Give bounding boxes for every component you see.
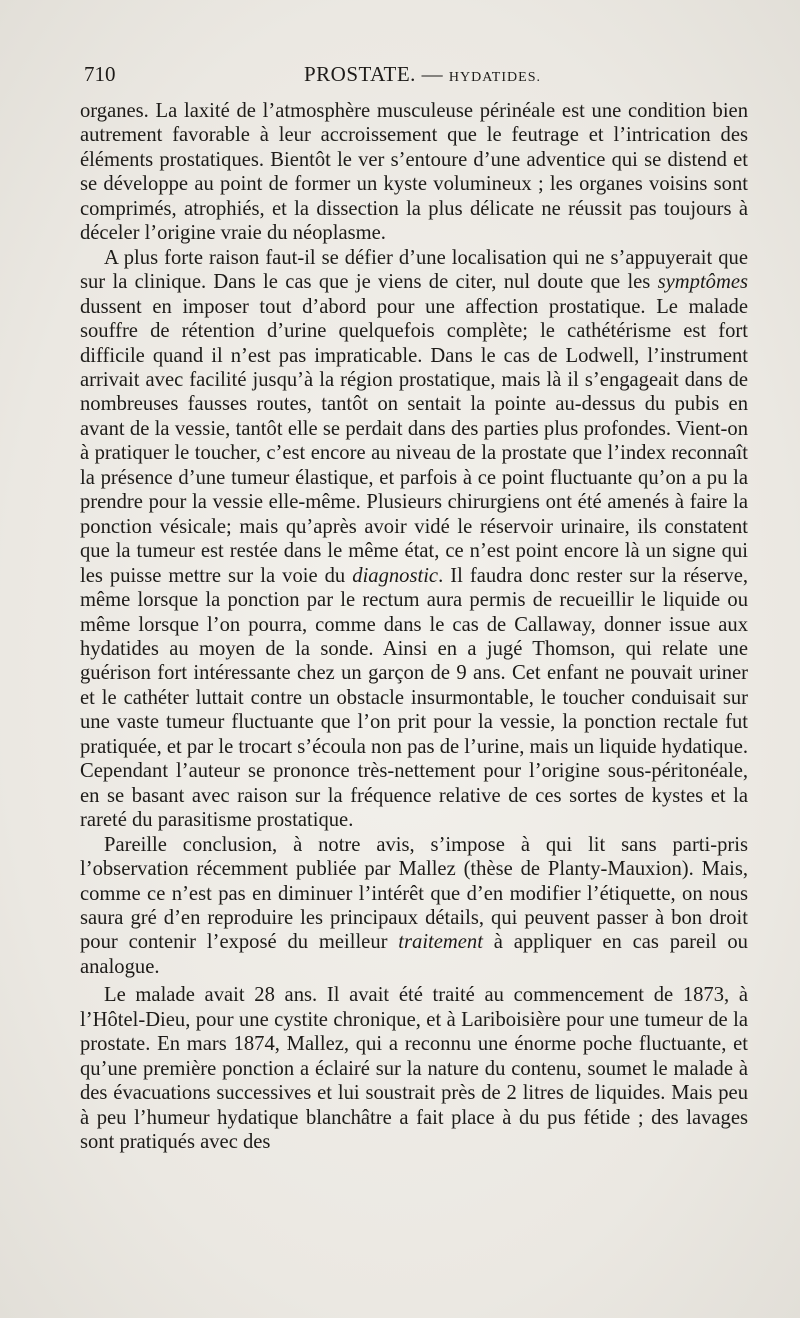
emphasis-symptomes: symptômes [657, 271, 748, 294]
running-title-sub: HYDATIDES. [448, 70, 541, 85]
running-title [304, 62, 541, 87]
paragraph-2 [80, 246, 748, 833]
paragraph-4: Le malade avait 28 ans. Il avait été traité au commencement de 1873, à l’Hôtel-Dieu, pour une cystite chronique, et à Lariboisière pour une tumeur de la prostate. En mars 1874, Mallez, qui a reconnu une énorme poche fluctuante, et qu’une première ponction a éclairé sur la nature du contenu, soumet le malade à des évacuations successives et lui soustrait près de 2 litres de liquides. Mais peu à peu l’humeur hydatique blanchâtre a fait place à du pus fétide ; des lavages sont pratiqués avec des [80, 984, 748, 1154]
running-title-separator: — [415, 62, 449, 86]
paragraph-3 [80, 833, 748, 980]
paragraph-3-part-a: Pareille conclusion, à notre avis, s’impose à qui lit sans parti-pris l’observation récemment publiée par Mallez (thèse de Planty-Mauxion). Mais, comme ce n’est pas en diminuer l’intérêt que d’en modifier l’étiquette, on nous saura gré d’en reproduire les principaux détails, qui peuvent passer à bon droit pour contenir l’exposé du meilleur [80, 833, 748, 954]
running-header [78, 62, 748, 92]
page-number: 710 [84, 62, 116, 86]
running-title-main: PROSTATE. [304, 62, 416, 86]
paragraph-3-part-b: à appliquer en cas pareil ou analogue. [80, 931, 748, 978]
body-text [80, 99, 748, 1154]
emphasis-traitement: traitement [398, 931, 483, 954]
paragraph-2-part-a: A plus forte raison faut-il se défier d’une localisation qui ne s’appuyerait que sur la clinique. Dans le cas que je viens de citer, nul doute que les [80, 246, 748, 294]
emphasis-diagnostic: diagnostic [352, 564, 439, 587]
paragraph-1: organes. La laxité de l’atmosphère musculeuse périnéale est une condition bien autrement favorable à leur accroissement que le feutrage et l’intrication des éléments prostatiques. Bientôt le ver s’entoure d’une adventice qui se distend et se développe au point de former un kyste volumineux ; les organes voisins sont comprimés, atrophiés, et la dissection la plus délicate ne réussit pas toujours à déceler l’origine vraie du néoplasme. [80, 100, 748, 245]
paragraph-2-part-b: dussent en imposer tout d’abord pour une affection prostatique. Le malade souffre de rétention d’urine quelquefois complète; le cathétérisme est fort difficile quand il n’est pas impraticable. Dans le cas de Lodwell, l’instrument arrivait avec facilité jusqu’à la région prostatique, mais là il s’engageait dans de nombreuses fausses routes, tantôt on sentait la pointe au-dessus du pubis en avant de la vessie, tantôt elle se perdait dans des parties plus profondes. Vient-on à pratiquer le toucher, c’est encore au niveau de la prostate que l’index reconnaît la présence d’une tumeur élastique, et parfois à ce point fluctuante qu’on a pu la prendre pour la vessie elle-même. Plusieurs chirurgiens ont été amenés à faire la ponction vésicale; mais qu’après avoir vidé le réservoir urinaire, ils constatent que la tumeur est restée dans le même état, ce n’est point encore là un signe qui les puisse mettre sur la voie du [80, 295, 748, 587]
paragraph-2-part-c: . Il faudra donc rester sur la réserve, même lorsque la ponction par le rectum aura permis de recueillir le liquide ou même lorsque l’on pourra, comme dans le cas de Callaway, donner issue aux hydatides au moyen de la sonde. Ainsi en a jugé Thomson, qui relate une guérison fort intéressante chez un garçon de 9 ans. Cet enfant ne pouvait uriner et le cathéter luttait contre un obstacle insurmontable, le toucher conduisait sur une vaste tumeur fluctuante que l’on prit pour la vessie, la ponction rectale fut pratiquée, et par le trocart s’écoula non pas de l’urine, mais un liquide hydatique. Cependant l’auteur se prononce très-nettement pour l’origine sous-péritonéale, en se basant avec raison sur la fréquence relative de ces sortes de kystes et la rareté du parasitisme prostatique. [80, 564, 748, 832]
